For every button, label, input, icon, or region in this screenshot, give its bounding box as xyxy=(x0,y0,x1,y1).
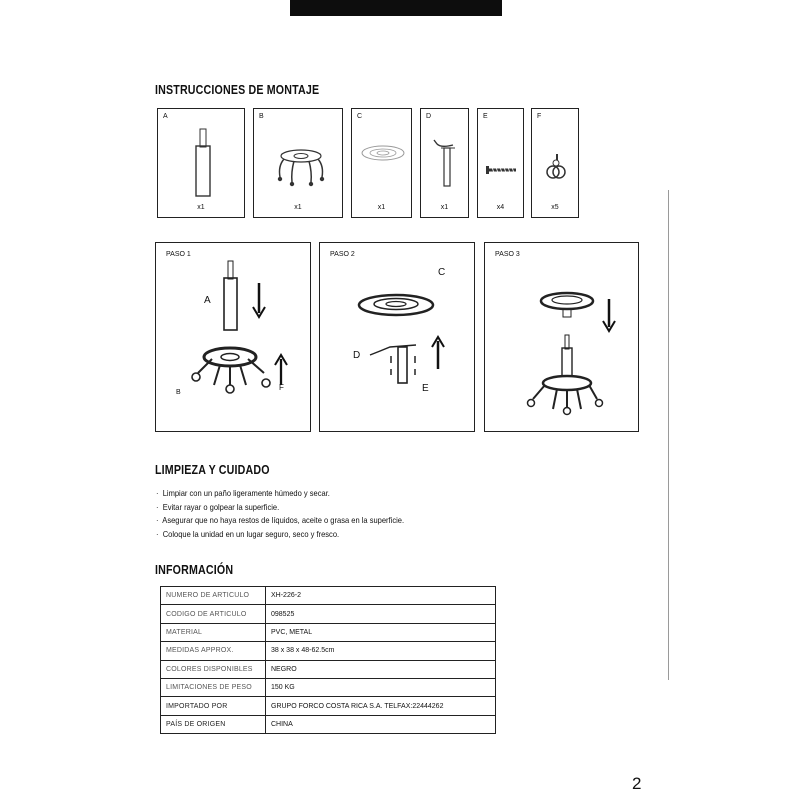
screw-icon xyxy=(486,164,518,178)
info-value: GRUPO FORCO COSTA RICA S.A. TELFAX:22444262 xyxy=(266,697,496,715)
info-key: NUMERO DE ARTICULO xyxy=(161,587,266,605)
info-value: PVC, METAL xyxy=(266,623,496,641)
part-box-e xyxy=(477,108,524,218)
table-row xyxy=(161,715,496,733)
part-qty: x4 xyxy=(496,204,505,211)
step-2-illustration xyxy=(340,283,460,413)
stool-base-icon xyxy=(274,144,329,189)
list-item: · Evitar rayar o golpear la superficie. xyxy=(156,501,280,512)
info-table xyxy=(160,586,496,734)
part-label: F xyxy=(537,113,542,120)
step-label: PASO 3 xyxy=(495,251,520,258)
step-mark-d: D xyxy=(353,350,361,361)
lever-tube-icon xyxy=(431,134,461,194)
part-label: C xyxy=(357,113,363,120)
table-row xyxy=(161,605,496,623)
info-key: COLORES DISPONIBLES xyxy=(161,660,266,678)
step-label: PASO 1 xyxy=(166,251,191,258)
part-label: D xyxy=(426,113,432,120)
table-row xyxy=(161,587,496,605)
step-2-panel xyxy=(319,242,475,432)
part-label: A xyxy=(163,113,168,120)
part-box-d xyxy=(420,108,469,218)
info-value: 150 KG xyxy=(266,678,496,696)
step-3-illustration xyxy=(525,291,635,421)
list-item: · Asegurar que no haya restos de líquidos, aceite o grasa en la superficie. xyxy=(156,515,405,526)
info-value: 38 x 38 x 48-62.5cm xyxy=(266,642,496,660)
info-key: IMPORTADO POR xyxy=(161,697,266,715)
step-3-panel xyxy=(484,242,639,432)
step-mark-a: A xyxy=(204,295,211,306)
table-row xyxy=(161,678,496,696)
info-key: CODIGO DE ARTICULO xyxy=(161,605,266,623)
info-key: MEDIDAS APPROX. xyxy=(161,642,266,660)
list-item: · Limpiar con un paño ligeramente húmedo y secar. xyxy=(156,488,330,498)
table-row xyxy=(161,642,496,660)
part-qty: x1 xyxy=(440,204,449,211)
part-label: B xyxy=(259,113,264,120)
gas-cylinder-icon xyxy=(188,129,218,199)
info-key: PAÍS DE ORIGEN xyxy=(161,715,266,733)
care-bullet-text: Coloque la unidad en un lugar seguro, seco y fresco. xyxy=(162,528,340,539)
table-row xyxy=(161,623,496,641)
part-box-a xyxy=(157,108,245,218)
part-qty: x1 xyxy=(197,204,205,211)
info-value: XH-226-2 xyxy=(266,587,496,605)
step-mark-e: E xyxy=(422,383,429,394)
seat-cushion-icon xyxy=(360,145,406,165)
info-key: MATERIAL xyxy=(161,623,266,641)
table-row xyxy=(161,660,496,678)
page-edge-line xyxy=(668,190,669,680)
care-heading: LIMPIEZA Y CUIDADO xyxy=(155,462,270,477)
care-bullet-text: Evitar rayar o golpear la superficie. xyxy=(162,501,280,512)
part-box-f xyxy=(531,108,579,218)
step-mark-f: F xyxy=(279,383,284,392)
part-qty: x5 xyxy=(551,204,559,211)
info-value: 098525 xyxy=(266,605,496,623)
list-item: · Coloque la unidad en un lugar seguro, seco y fresco. xyxy=(156,528,340,539)
top-black-bar xyxy=(290,0,502,16)
step-1-panel xyxy=(155,242,311,432)
table-row xyxy=(161,697,496,715)
part-box-b xyxy=(253,108,343,218)
step-mark-c: C xyxy=(438,267,446,278)
step-label: PASO 2 xyxy=(330,251,355,258)
part-qty: x1 xyxy=(377,204,386,211)
care-bullet-text: Asegurar que no haya restos de líquidos, aceite o grasa en la superficie. xyxy=(162,515,405,526)
step-1-illustration xyxy=(186,261,296,421)
part-label: E xyxy=(483,113,488,120)
info-value: NEGRO xyxy=(266,660,496,678)
part-box-c xyxy=(351,108,412,218)
info-value: CHINA xyxy=(266,715,496,733)
care-list xyxy=(156,487,404,541)
assembly-heading: INSTRUCCIONES DE MONTAJE xyxy=(155,82,320,97)
step-mark-b: B xyxy=(176,389,181,396)
care-bullet-text: Limpiar con un paño ligeramente húmedo y secar. xyxy=(162,488,330,498)
caster-wheel-icon xyxy=(544,154,570,184)
info-key: LIMITACIONES DE PESO xyxy=(161,678,266,696)
page-number: 2 xyxy=(632,774,642,793)
info-heading: INFORMACIÓN xyxy=(155,562,234,577)
part-qty: x1 xyxy=(294,204,302,211)
